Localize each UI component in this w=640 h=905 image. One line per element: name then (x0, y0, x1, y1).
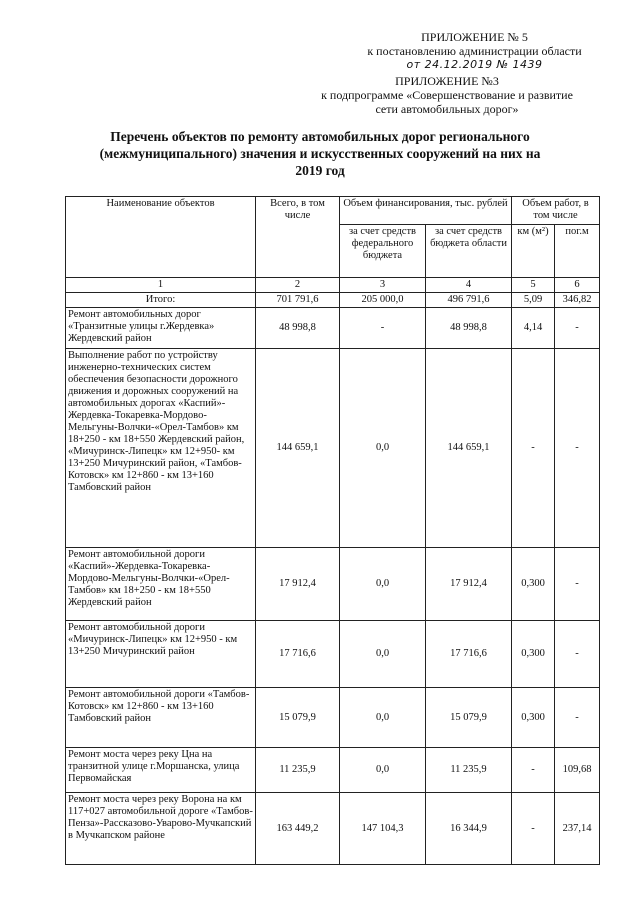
objects-table (65, 196, 600, 865)
header-funding: Объем финансирования, тыс. рублей (340, 197, 512, 225)
object-name: Ремонт автомобильной дороги «Мичуринск-Липецк» км 12+950 - км 13+250 Мичуринский район (66, 621, 256, 688)
km-value: - (512, 349, 555, 548)
header-regional: за счет средств бюджета области (426, 225, 512, 278)
program-line: к подпрограмме «Совершенствование и развитие (321, 88, 573, 102)
handwritten-date-number: от 24.12.2019 № 1439 (406, 58, 543, 71)
total-cell: 346,82 (555, 293, 600, 308)
regional-value: 17 912,4 (426, 548, 512, 621)
decree-line: к постановлению администрации области (367, 44, 582, 58)
regional-value: 17 716,6 (426, 621, 512, 688)
total-cell: 701 791,6 (256, 293, 340, 308)
km-value: 0,300 (512, 548, 555, 621)
program-line: сети автомобильных дорог» (375, 102, 519, 116)
federal-value: 0,0 (340, 621, 426, 688)
index-cell: 2 (256, 278, 340, 293)
total-cell: 205 000,0 (340, 293, 426, 308)
pm-value: 109,68 (555, 748, 600, 793)
document-title (60, 128, 580, 179)
header-km: км (м²) (512, 225, 555, 278)
header-pm: пог.м (555, 225, 600, 278)
table-row (66, 308, 600, 349)
regional-value: 48 998,8 (426, 308, 512, 349)
object-name: Ремонт моста через реку Цна на транзитной улице г.Моршанска, улица Первомайская (66, 748, 256, 793)
total-cell: 496 791,6 (426, 293, 512, 308)
title-line: 2019 год (295, 163, 345, 178)
table-row (66, 688, 600, 748)
header-total: Всего, в том числе (256, 197, 340, 278)
federal-value: 0,0 (340, 548, 426, 621)
federal-value: 147 104,3 (340, 793, 426, 865)
object-name: Ремонт автомобильной дороги «Тамбов-Котовск» км 12+860 - км 13+160 Тамбовский район (66, 688, 256, 748)
index-cell: 1 (66, 278, 256, 293)
regional-value: 16 344,9 (426, 793, 512, 865)
pm-value: - (555, 688, 600, 748)
km-value: - (512, 793, 555, 865)
object-name: Выполнение работ по устройству инженерно-технических систем обеспечения безопасности дорожного движения и дорожных сооружений на автомобильных дорогах «Каспий»-Жердевка-Токаревка-Мордово-Мельгуны-Волчки-«Орел-Тамбов» км 18+250 - км 18+550 Жердевский район, «Мичуринск-Липецк» км 12+950- км 13+250 Мичуринский район, «Тамбов-Котовск» км 12+860 - км 13+160 Тамбовский район (66, 349, 256, 548)
km-value: 0,300 (512, 621, 555, 688)
federal-value: - (340, 308, 426, 349)
regional-value: 15 079,9 (426, 688, 512, 748)
total-value: 11 235,9 (256, 748, 340, 793)
total-label: Итого: (66, 293, 256, 308)
federal-value: 0,0 (340, 748, 426, 793)
federal-value: 0,0 (340, 688, 426, 748)
km-value: - (512, 748, 555, 793)
pm-value: - (555, 349, 600, 548)
total-value: 144 659,1 (256, 349, 340, 548)
index-cell: 4 (426, 278, 512, 293)
table-row (66, 349, 600, 548)
pm-value: - (555, 621, 600, 688)
federal-value: 0,0 (340, 349, 426, 548)
total-value: 17 912,4 (256, 548, 340, 621)
index-row (66, 278, 600, 293)
title-line: (межмуниципального) значения и искусственных сооружений на них на (99, 146, 541, 161)
header-name: Наименование объектов (66, 197, 256, 278)
header-row (66, 197, 600, 225)
regional-value: 144 659,1 (426, 349, 512, 548)
km-value: 4,14 (512, 308, 555, 349)
pm-value: - (555, 548, 600, 621)
header-appendix-5 (357, 30, 592, 72)
object-name: Ремонт автомобильных дорог «Транзитные улицы г.Жердевка» Жердевский район (66, 308, 256, 349)
index-cell: 5 (512, 278, 555, 293)
total-value: 15 079,9 (256, 688, 340, 748)
table-row (66, 548, 600, 621)
total-value: 17 716,6 (256, 621, 340, 688)
pm-value: - (555, 308, 600, 349)
table-row (66, 748, 600, 793)
km-value: 0,300 (512, 688, 555, 748)
total-value: 163 449,2 (256, 793, 340, 865)
title-line: Перечень объектов по ремонту автомобильных дорог регионального (110, 129, 530, 144)
index-cell: 3 (340, 278, 426, 293)
total-value: 48 998,8 (256, 308, 340, 349)
pm-value: 237,14 (555, 793, 600, 865)
appendix-title: ПРИЛОЖЕНИЕ №3 (395, 74, 499, 88)
object-name: Ремонт моста через реку Ворона на км 117+027 автомобильной дороге «Тамбов-Пенза»-Рассказово-Уварово-Мучкапский в Мучкапском районе (66, 793, 256, 865)
header-federal: за счет средств федерального бюджета (340, 225, 426, 278)
table-row (66, 621, 600, 688)
header-works: Объем работ, в том числе (512, 197, 600, 225)
regional-value: 11 235,9 (426, 748, 512, 793)
appendix-title: ПРИЛОЖЕНИЕ № 5 (421, 30, 528, 44)
object-name: Ремонт автомобильной дороги «Каспий»-Жердевка-Токаревка-Мордово-Мельгуны-Волчки-«Орел-Тамбов» км 18+250 - км 18+550 Жердевский район (66, 548, 256, 621)
header-appendix-3 (302, 74, 592, 116)
total-cell: 5,09 (512, 293, 555, 308)
total-row (66, 293, 600, 308)
index-cell: 6 (555, 278, 600, 293)
table-row (66, 793, 600, 865)
